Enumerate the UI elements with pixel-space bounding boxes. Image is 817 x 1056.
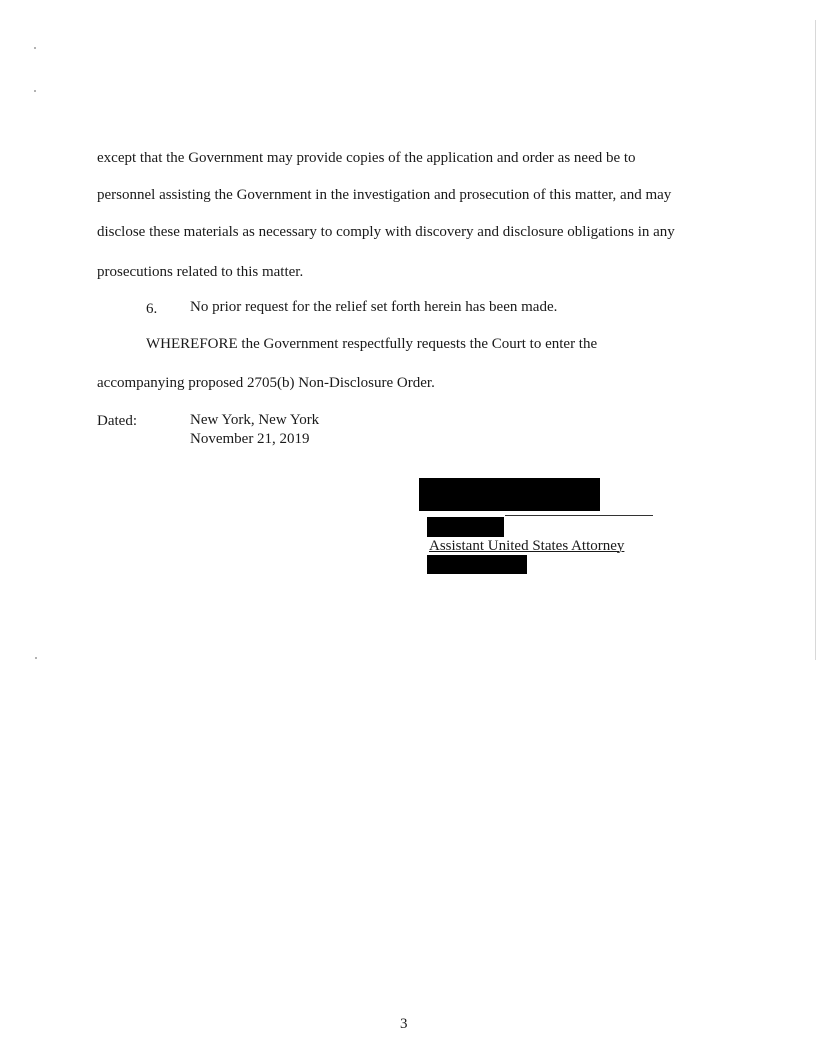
scan-speck <box>34 90 36 92</box>
paragraph-text: No prior request for the relief set forth herein has been made. <box>190 299 558 315</box>
dated-label: Dated: <box>97 413 137 429</box>
body-line-4: prosecutions related to this matter. <box>97 264 304 280</box>
body-line-2: personnel assisting the Government in the investigation and prosecution of this matter, and may <box>97 187 672 203</box>
wherefore-clause: WHEREFORE the Government respectfully requests the Court to enter the <box>146 336 598 352</box>
signature-line <box>505 515 653 516</box>
body-line-1: except that the Government may provide copies of the application and order as need be to <box>97 150 636 166</box>
paragraph-number: 6. <box>146 301 158 317</box>
scan-speck <box>34 47 36 49</box>
scan-speck <box>35 657 37 659</box>
redaction-phone <box>427 555 527 574</box>
dated-block <box>190 411 319 449</box>
page-number: 3 <box>400 1016 408 1032</box>
scan-edge-line <box>815 20 816 660</box>
wherefore-continuation: accompanying proposed 2705(b) Non-Disclosure Order. <box>97 375 435 391</box>
body-line-3: disclose these materials as necessary to comply with discovery and disclosure obligations in any <box>97 224 675 240</box>
redaction-signature <box>419 478 600 511</box>
signatory-title: Assistant United States Attorney <box>429 538 625 554</box>
dated-place: New York, New York <box>190 412 320 428</box>
redaction-name <box>427 517 504 537</box>
dated-date: November 21, 2019 <box>190 431 310 447</box>
